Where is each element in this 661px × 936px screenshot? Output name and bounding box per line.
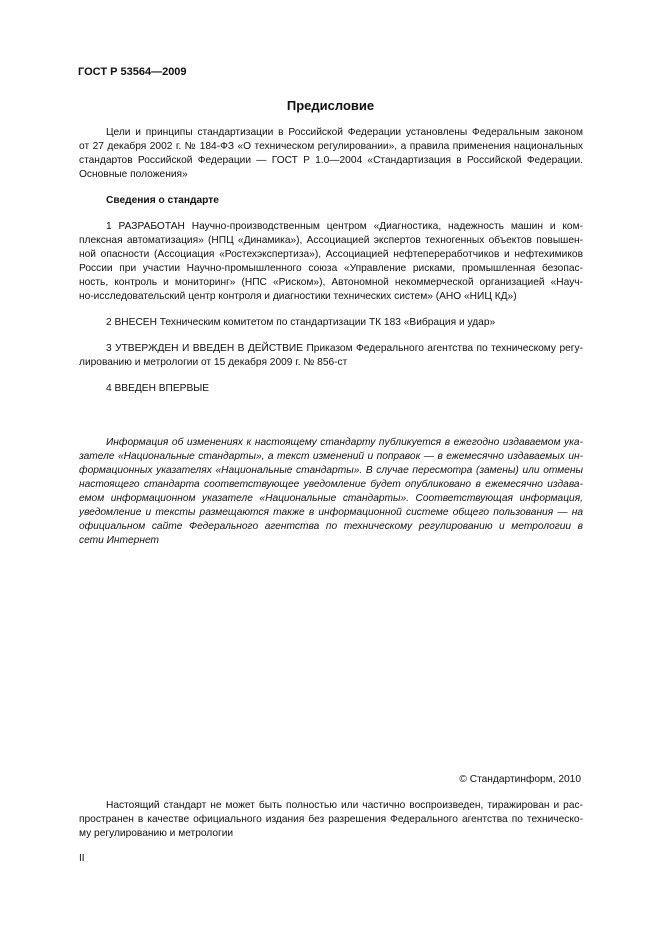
text-line: зателе «Национальные стандарты», а текст изменений и поправок — в ежемесячно издаваемых ин- (79, 451, 583, 462)
text-line: ность, контроль и мониторинг» (НПС «Риском»), Автономной некоммерческой организацией «Науч- (79, 277, 583, 288)
change-notice (79, 436, 583, 548)
item-approved (79, 342, 583, 370)
text-line: России при участии Научно-промышленного союза «Управление рисками, промышленная безопас- (79, 263, 583, 274)
page-number: II (79, 853, 85, 864)
text-line: 4 ВВЕДЕН ВПЕРВЫЕ (106, 383, 210, 394)
text-line: 1 РАЗРАБОТАН Научно-производственным центром «Диагностика, надежность машин и ком- (106, 221, 583, 232)
item-developed-by (79, 220, 583, 304)
text-line: настоящего стандарта соответствующее уведомление будет опубликовано в ежемесячно издава- (79, 479, 583, 490)
page-title: Предисловие (286, 98, 375, 113)
text-line: плексная автоматизация» (НПЦ «Динамика»), Ассоциацией экспертов техногенных объектов повышен- (79, 235, 583, 246)
text-line: от 27 декабря 2002 г. № 184-ФЗ «О техническом регулировании», а правила применения национальных (79, 141, 583, 152)
text-line: но-исследовательский центр контроля и диагностики технических систем» (АНО «НИЦ КД») (79, 291, 517, 302)
reproduction-notice (79, 799, 583, 841)
item-first-introduced (79, 382, 583, 396)
text-line: 3 УТВЕРЖДЕН И ВВЕДЕН В ДЕЙСТВИЕ Приказом Федерального агентства по техническому регу- (106, 343, 583, 354)
text-line: емом информационном указателе «Национальные стандарты». Соответствующая информация, (79, 493, 583, 504)
text-line: му регулированию и метрологии (79, 828, 234, 839)
text-line: формационных указателях «Национальные стандарты». В случае пересмотра (замены) или отмены (79, 465, 583, 476)
text-line: Цели и принципы стандартизации в Российской Федерации установлены Федеральным законом (106, 127, 583, 138)
intro-paragraph (79, 126, 583, 182)
text-line: Информация об изменениях к настоящему стандарту публикуется в ежегодно издаваемом ука- (106, 437, 583, 448)
text-line: ной опасности (Ассоциация «Ростехэкспертиза»), Ассоциацией нефтепереработчиков и нефтехимиков (79, 249, 583, 260)
text-line: стандартов Российской Федерации — ГОСТ Р 1.0—2004 «Стандартизация в Российской Федерации. (79, 155, 583, 166)
item-introduced-by (79, 316, 583, 330)
text-line: уведомление и тексты размещаются также в информационной системе общего пользования — на (79, 507, 583, 518)
text-line: пространен в качестве официального издания без разрешения Федерального агентства по техническо- (79, 814, 583, 825)
info-heading: Сведения о стандарте (106, 195, 219, 206)
text-line: 2 ВНЕСЕН Техническим комитетом по стандартизации ТК 183 «Вибрация и удар» (106, 317, 496, 328)
document-id: ГОСТ Р 53564—2009 (78, 66, 187, 78)
text-line: Основные положения» (79, 169, 188, 180)
copyright: © Стандартинформ, 2010 (459, 774, 581, 785)
text-line: Настоящий стандарт не может быть полностью или частично воспроизведен, тиражирован и рас- (106, 800, 583, 811)
text-line: сети Интернет (79, 535, 159, 546)
text-line: официальном сайте Федерального агентства по техническому регулированию и метрологии в (79, 521, 583, 532)
text-line: лированию и метрологии от 15 декабря 2009 г. № 856-ст (79, 357, 348, 368)
